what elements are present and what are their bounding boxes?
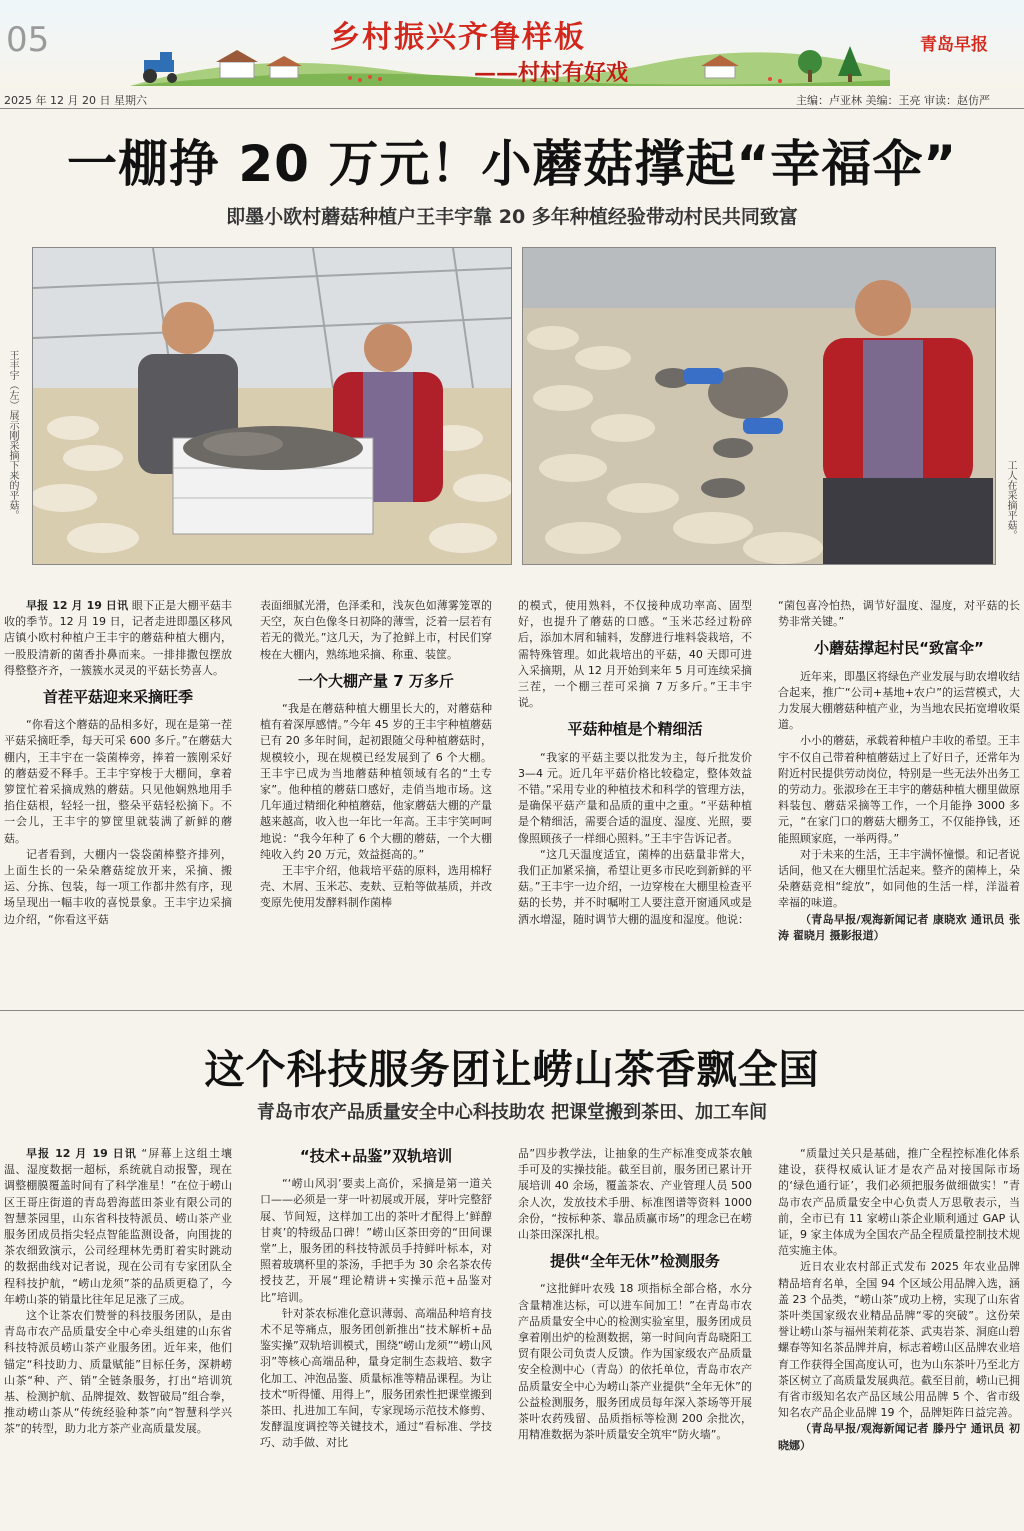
- page-number: 05: [6, 20, 50, 60]
- paragraph: “我是在蘑菇种植大棚里长大的，对蘑菇种植有着深厚感情。”今年 45 岁的王丰宇种植蘑菇已有 20 多年时间，起初跟随父母种植蘑菇时，规模较小，现在规模已经发展到了 6 个大棚。王丰宇已成为当地蘑菇种植领域有名的“土专家”。他种植的蘑菇口感好，走俏当地市场。这几年通过精细化种植蘑菇，他家蘑菇大棚的产量越来越高，收入也一年比一年高。王丰宇笑呵呵地说：“我今年种了 6 个大棚的蘑菇，一个大棚纯收入约 20 万元，效益挺高的。”: [260, 702, 492, 861]
- byline-credit: （青岛早报/观海新闻记者 康晓欢 通讯员 张涛 翟晓月 摄影报道）: [778, 912, 1020, 942]
- paragraph: “我家的平菇主要以批发为主，每斤批发价 3—4 元。近几年平菇价格比较稳定，整体效益不错。”采用专业的种植技术和科学的管理方法，是确保平菇产量和品质的重中之重。“平菇种植是个精细活，需要合适的温度、湿度、光照，要像照顾孩子一样细心照料。”王丰宇告诉记者。: [518, 750, 752, 845]
- paragraph: 近日农业农村部正式发布 2025 年农业品牌精品培育名单，全国 94 个区域公用品牌入选，涵盖 23 个品类，“崂山茶”成功上榜，实现了山东省茶叶类国家级农业精品品牌“零的突破”。这份荣誉让崂山茶与福州茉莉花茶、武夷岩茶、洞庭山碧螺春等知名茶品牌并肩，标志着崂山区品牌农业培育工作获得全国高度认可，也为山东茶叶乃至北方茶区树立了高质量发展典范。截至目前，崂山已拥有省市级知名农产品区域公用品牌 5 个、省市级知名农产品企业品牌 19 个，品牌矩阵日益完善。: [778, 1260, 1020, 1420]
- article-1-column-2: [260, 598, 492, 912]
- paragraph: 这个让茶农们赞誉的科技服务团队，是由青岛市农产品质量安全中心牵头组建的山东省科技特派员崂山茶产业服务团。近年来，他们锚定“科技助力、质量赋能”目标任务，深耕崂山茶“种、产、销”全链条服务，打出“培训筑基、检测护航、品牌提效、数智破局”组合拳，推动崂山茶从“传统经验种茶”向“智慧科学兴茶”的转型，助力北方茶产业高质量发展。: [4, 1309, 232, 1436]
- logo-text: 青岛早报: [920, 35, 988, 55]
- photo-caption-right: 工人在采摘平菇。: [1005, 460, 1016, 540]
- paragraph: 小小的蘑菇，承载着种植户丰收的希望。王丰宇不仅自己带着种植蘑菇过上了好日子，还常年为附近村民提供劳动岗位，特别是一些无法外出务工的劳动力。张淑珍在王丰宇的蘑菇种植大棚里做原料装包、蘑菇采摘等工作，一个月能挣 3000 多元，“在家门口的蘑菇大棚务工，不仅能挣钱，还能照顾家庭，一举两得。”: [778, 734, 1020, 845]
- newspaper-logo: [920, 30, 1018, 60]
- header-rule: [0, 108, 1024, 109]
- paragraph: 记者看到，大棚内一袋袋菌棒整齐排列，上面生长的一朵朵蘑菇绽放开来，采摘、搬运、分拣、包装，每一项工作都井然有序，现场呈现出一幅丰收的喜悦景象。王丰宇边采摘边介绍，“你看这平菇: [4, 847, 232, 926]
- paragraph-text: 眼下正是大棚平菇丰收的季节。12 月 19 日，记者走进即墨区移风店镇小欧村种植户王丰宇的蘑菇种植大棚内，一股股清新的菌香扑鼻而来。一排排撒包摆放得整整齐齐，一簇簇水灵灵的平菇长势喜人。: [4, 599, 232, 677]
- paragraph: 王丰宇介绍，他栽培平菇的原料，选用棉籽壳、木屑、玉米芯、麦麸、豆粕等做基质，并改变原先使用发酵料制作菌棒: [260, 864, 492, 910]
- paragraph: “质量过关只是基础，推广全程控标准化体系建设，获得权威认证才是农产品对接国际市场的‘绿色通行证’，我们必须把服务做细做实！”青岛市农产品质量安全中心负责人万思敬表示，当前，全市已有 11 家崂山茶企业顺利通过 GAP 认证，9 家主体成为全国农产品全程质量控制技术规范实施主体。: [778, 1147, 1020, 1258]
- article-2-subheadline: 青岛市农产品质量安全中心科技助农 把课堂搬到茶田、加工车间: [256, 1102, 768, 1123]
- article-2-lead-paragraph: [4, 1146, 232, 1308]
- photo-farmers-holding-mushroom-crate: [32, 247, 512, 565]
- editor-credits: 主编：卢亚林 美编：王亮 审读：赵仿严: [796, 94, 990, 107]
- paragraph: “菌包喜冷怕热，调节好温度、湿度，对平菇的长势非常关键。”: [778, 599, 1020, 629]
- article-1-subheadline: 即墨小欧村蘑菇种植户王丰宇靠 20 多年种植经验带动村民共同致富: [226, 206, 798, 228]
- photo-caption-left: 王丰宇（左）展示刚采摘下来的平菇。: [7, 350, 18, 520]
- article-2-headline: 这个科技服务团让崂山茶香飘全国: [204, 1047, 820, 1093]
- paragraph: 对于未来的生活，王丰宇满怀憧憬。和记者说话间，他又在大棚里忙活起来。整齐的菌棒上，朵朵蘑菇竞相“绽放”，如同他的生活一样，洋溢着幸福的味道。: [778, 847, 1020, 910]
- section-heading-first-harvest: 首茬平菇迎来采摘旺季: [42, 688, 193, 707]
- photo-worker-picking-mushrooms: [522, 247, 996, 565]
- paragraph: “你看这个蘑菇的品相多好，现在是第一茬平菇采摘旺季，每天可采 600 多斤。”在蘑菇大棚内，王丰宇在一袋菌棒旁，捧着一簇刚采好的蘑菇爱不释手。王丰宇穿梭于大棚间，拿着箩筐忙着采摘成熟的蘑菇。只见他娴熟地用手掐住菇根，轻轻一扭，整朵平菇轻松摘下。不一会儿，王丰宇的箩筐里就装满了新鲜的蘑菇。: [4, 718, 232, 845]
- banner-title: 乡村振兴齐鲁样板: [330, 20, 586, 55]
- paragraph: “‘崂山风羽’要卖上高价，采摘是第一道关口——必须是一芽一叶初展或开展，芽叶完整舒展、节间短，这样加工出的茶叶才配得上‘鲜醇甘爽’的特级品口碑！”崂山区茶田旁的“田间课堂”上，服务团的科技特派员手持鲜叶标本，对照着玻璃杯里的茶汤，手把手为 30 余名茶农传授技艺，开展“理论精讲+实操示范+品鉴对比”培训。: [260, 1177, 492, 1304]
- paragraph: 品”四步教学法，让抽象的生产标准变成茶农触手可及的实操技能。截至目前，服务团已累计开展培训 40 余场，覆盖茶农、产业管理人员 500 余人次，发放技术手册、标准图谱等资料 1000 余份，“按标种茶、靠品质赢市场”的理念已在崂山茶田深深扎根。: [518, 1147, 752, 1242]
- article-2-column-2: [260, 1146, 492, 1452]
- dateline: 早报 12 月 19 日讯: [26, 1147, 137, 1160]
- paragraph: “这批鲜叶农残 18 项指标全部合格，水分含量精准达标，可以进车间加工！”在青岛市农产品质量安全中心的检测实验室里，服务团成员拿着刚出炉的检测数据，第一时间向青岛晓阳工贸有限公司负责人反馈。作为国家级农产品质量安全检测中心（青岛）的依托单位，青岛市农产品质量安全中心为崂山茶产业提供“全年无休”的公益检测服务，服务团成员每年深入茶场等开展茶叶农药残留、品质指标等检测 200 余批次，用精准数据为茶叶质量安全筑牢“防火墙”。: [518, 1282, 752, 1442]
- masthead-banner: [0, 0, 1024, 88]
- article-2-column-1: [4, 1146, 232, 1438]
- paragraph: 的模式，使用熟料，不仅接种成功率高、固型好，也提升了蘑菇的口感。“玉米芯经过粉碎后，添加木屑和辅料，发酵进行堆料袋栽培，不需特殊管理。如此栽培出的平菇，40 天即可进入采摘期，从 12 月开始到来年 5 月可连续采摘三茬，一个棚三茬可采摘 7 万多斤。”王丰宇说。: [518, 599, 752, 710]
- paragraph: “这几天温度适宜，菌棒的出菇量非常大，我们正加紧采摘，希望让更多市民吃到新鲜的平菇。”王丰宇一边介绍，一边穿梭在大棚里检查平菇的长势，并不时嘱咐工人要注意开窗通风或是洒水增湿，随时调节大棚的温度和湿度。他说：: [518, 847, 752, 926]
- section-heading-fine-work: 平菇种植是个精细活: [567, 720, 703, 739]
- article-1-headline: 一棚挣 20 万元！小蘑菇撑起“幸福伞”: [66, 135, 958, 193]
- section-heading-prosperity-umbrella: 小蘑菇撑起村民“致富伞”: [814, 639, 984, 658]
- section-heading-dual-training: “技术+品鉴”双轨培训: [299, 1147, 453, 1165]
- article-1-column-4: [778, 598, 1020, 944]
- article-1-lead-paragraph: [4, 598, 232, 679]
- article-divider: [0, 1010, 1024, 1011]
- paragraph: 近年来，即墨区将绿色产业发展与助农增收结合起来，推广“公司+基地+农户”的运营模式，大力发展大棚蘑菇种植产业，为当地农民拓宽增收渠道。: [778, 669, 1020, 732]
- section-heading-testing-service: 提供“全年无休”检测服务: [550, 1252, 720, 1271]
- paragraph: 针对茶农标准化意识薄弱、高端品种培育技术不足等痛点，服务团创新推出“技术解析+品鉴实操”双轨培训模式，围绕“崂山龙须”“崂山风羽”等核心高端品种，量身定制生态栽培、数字化加工、冲泡品鉴、质量标准等精品课程。为让技术“听得懂、用得上”，服务团索性把课堂搬到茶田、扎进加工车间，专家现场示范技术修剪、发酵温度调控等关键技术，通过“看标准、学技巧、动手做、对比: [260, 1306, 492, 1450]
- article-2-column-4: [778, 1146, 1020, 1454]
- section-heading-greenhouse-yield: 一个大棚产量 7 万多斤: [298, 671, 454, 690]
- banner-subtitle: ——村村有好戏: [474, 60, 629, 86]
- article-2-column-3: [518, 1146, 752, 1443]
- article-1-column-1: [4, 598, 232, 928]
- byline-credit: （青岛早报/观海新闻记者 滕丹宁 通讯员 初晓娜）: [778, 1422, 1020, 1452]
- paragraph-text: “屏幕上这组土壤温、湿度数据一超标，系统就自动报警，现在调整棚膜覆盖时间有了科学准星！”在位于崂山区王哥庄街道的青岛碧海蓝田茶业有限公司的智慧茶园里，山东省科技特派员、崂山茶产业服务团成员指尖轻点智能监测设备，向围拢的茶农细致演示，公司经理林先勇盯着实时跳动的数据曲线对记者说，现在公司有专家团队全程科技护航，“崂山龙须”茶的品质更稳了，今年崂山茶的销量比往年足足涨了三成。: [4, 1147, 232, 1306]
- article-1-column-3: [518, 598, 752, 928]
- paragraph: 表面细腻光滑，色泽柔和，浅灰色如薄雾笼罩的天空，灰白色像冬日初降的薄雪，泛着一层若有若无的微光。”这几天，为了抢鲜上市，村民们穿梭在大棚内，熟练地采摘、称重、装筐。: [260, 599, 492, 661]
- dateline: 早报 12 月 19 日讯: [26, 599, 129, 612]
- issue-date: 2025 年 12 月 20 日 星期六: [4, 94, 147, 107]
